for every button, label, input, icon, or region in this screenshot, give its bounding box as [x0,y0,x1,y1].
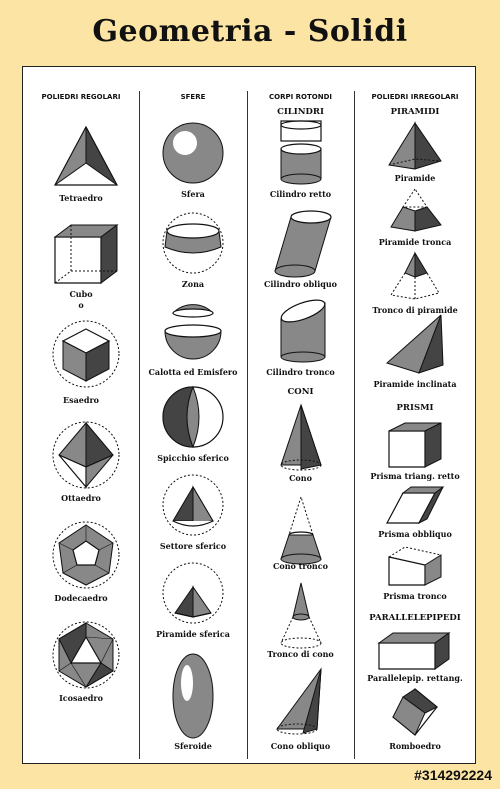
label-cubo: Cubo [69,289,93,299]
oblique-prism-figure [383,485,447,529]
subhead-prismi: PRISMI [396,403,434,413]
column-divider [354,91,355,759]
truncated-pyramid-figure [385,187,445,235]
label-cilindro-tronco: Cilindro tronco [266,367,335,377]
truncated-cylinder-figure [277,295,329,365]
illustration-panel [22,66,476,764]
label-cono: Cono [289,473,312,483]
label-dodecaedro: Dodecaedro [54,593,108,603]
spherical-sector-figure [161,473,225,537]
icosahedron-figure [51,619,121,691]
octahedron-figure [51,419,121,491]
label-settore-sferico: Settore sferico [159,541,227,551]
cone-figure [277,403,325,475]
zone-figure [161,211,225,275]
label-tetraedro: Tetraedro [59,193,103,203]
inclined-pyramid-figure [383,313,447,377]
label-o: o [78,300,84,310]
subhead-cilindri: CILINDRI [277,107,324,117]
label-piramide-tronca: Piramide tronca [378,237,452,247]
label-cilindro-retto: Cilindro retto [269,189,332,199]
label-parallelepip-rettang: Parallelepip. rettang. [367,673,463,683]
subhead-parallelepipedi: PARALLELEPIPEDI [369,613,461,623]
subhead-coni: CONI [287,387,314,397]
cap-hemisphere-figure [161,299,225,363]
spherical-wedge-figure [161,385,225,449]
label-esaedro: Esaedro [62,395,100,405]
column-header-irregular-polyhedra: POLIEDRI IRREGOLARI [371,93,459,101]
label-piramide-sferica: Piramide sferica [156,629,230,639]
label-piramide: Piramide [394,173,436,183]
frustum-figure [277,581,325,653]
truncated-cone-figure [277,495,325,567]
label-sferoide: Sferoide [174,741,212,751]
label-prisma-obbliquo: Prisma obbliquo [378,529,452,539]
hexahedron-figure [51,319,121,389]
page-title: Geometria - Solidi [92,14,408,49]
sphere-figure [161,121,225,185]
rhombohedron-figure [389,687,441,739]
label-cono-obliquo: Cono obliquo [270,741,331,751]
image-id: #314292224 [414,767,492,783]
spheroid-figure [169,651,217,741]
label-piramide-inclinata: Piramide inclinata [373,379,457,389]
rectangular-parallelepiped-figure [375,629,455,673]
oblique-cone-figure [273,667,333,739]
label-prisma-tronco: Prisma tronco [383,591,447,601]
tetrahedron-figure [51,123,121,189]
triangular-prism-figure [385,421,445,469]
label-cilindro-obliquo: Cilindro obliquo [264,279,337,289]
dodecahedron-figure [51,519,121,591]
label-ottaedro: Ottaedro [61,493,101,503]
column-header-spheres: SFERE [180,93,206,101]
label-cono-tronco: Cono tronco [273,561,328,571]
truncated-prism-figure [385,545,445,589]
label-sfera: Sfera [181,189,205,199]
label-romboedro: Romboedro [389,741,441,751]
label-tronco-di-piramide: Tronco di piramide [372,305,458,315]
label-tronco-di-cono: Tronco di cono [267,649,334,659]
column-header-round-bodies: CORPI ROTONDI [269,93,332,101]
cube-figure [51,221,121,287]
pyramid-figure [385,121,445,171]
frustum-pyramid-figure [385,251,445,303]
label-spicchio-sferico: Spicchio sferico [157,453,229,463]
label-prisma-triang-retto: Prisma triang. retto [370,471,460,481]
spherical-pyramid-figure [161,561,225,625]
label-calotta-emisfero: Calotta ed Emisfero [148,367,238,377]
right-cylinder-figure [277,119,325,185]
oblique-cylinder-figure [271,207,335,279]
label-icosaedro: Icosaedro [59,693,103,703]
column-header-regular-polyhedra: POLIEDRI REGOLARI [41,93,121,101]
label-zona: Zona [181,279,205,289]
subhead-piramidi: PIRAMIDI [390,107,440,117]
